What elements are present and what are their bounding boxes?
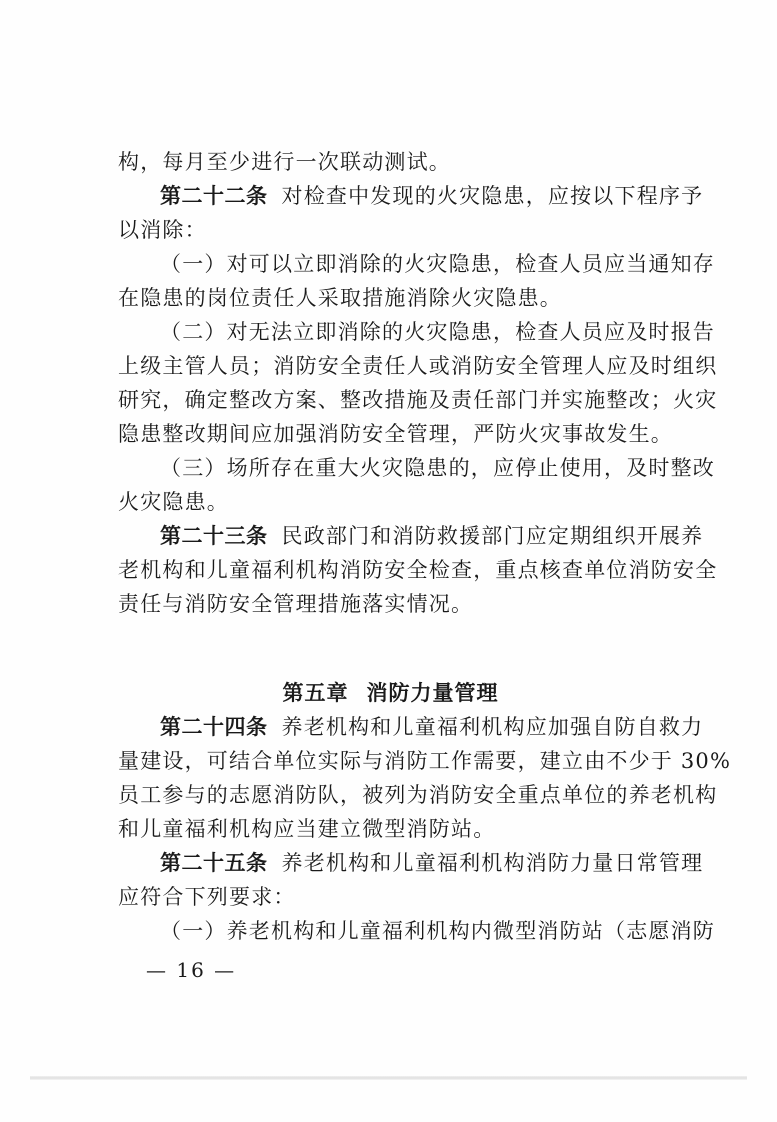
text-line: 责任与消防安全管理措施落实情况。 (118, 592, 474, 616)
text-line: （三）场所存在重大火灾隐患的，应停止使用，及时整改 (160, 456, 715, 480)
article-heading: 第二十二条 (160, 184, 268, 208)
body-text-upper (118, 145, 718, 621)
chapter-heading (118, 676, 663, 710)
text-line: （二）对无法立即消除的火灾隐患，检查人员应及时报告 (160, 320, 715, 344)
text-span: 对检查中发现的火灾隐患，应按以下程序予 (281, 184, 704, 208)
text-line: 员工参与的志愿消防队，被列为消防安全重点单位的养老机构 (118, 783, 718, 807)
text-line: 应符合下列要求： (118, 885, 296, 909)
text-line: 以消除： (118, 218, 207, 242)
scan-edge-shadow (30, 1076, 747, 1080)
article-line (118, 519, 704, 553)
article-heading: 第二十四条 (160, 715, 268, 739)
text-line: 在隐患的岗位责任人采取措施消除火灾隐患。 (118, 286, 562, 310)
text-line: （一）养老机构和儿童福利机构内微型消防站（志愿消防 (160, 919, 715, 943)
text-line: 研究，确定整改方案、整改措施及责任部门并实施整改；火灾 (118, 388, 718, 412)
chapter-title: 消防力量管理 (366, 681, 499, 705)
article-line (118, 846, 704, 880)
article-heading: 第二十三条 (160, 524, 268, 548)
text-line: 构，每月至少进行一次联动测试。 (118, 150, 451, 174)
text-line: 上级主管人员；消防安全责任人或消防安全管理人应及时组织 (118, 354, 718, 378)
article-line (118, 179, 704, 213)
chapter-number: 第五章 (282, 681, 349, 705)
text-line: 量建设，可结合单位实际与消防工作需要，建立由不少于 30% (118, 749, 732, 773)
text-span: 民政部门和消防救援部门应定期组织开展养 (281, 524, 704, 548)
text-line: 隐患整改期间应加强消防安全管理，严防火灾事故发生。 (118, 422, 673, 446)
body-text-lower (118, 710, 732, 948)
article-heading: 第二十五条 (160, 851, 268, 875)
text-span: 养老机构和儿童福利机构消防力量日常管理 (281, 851, 704, 875)
text-span: 养老机构和儿童福利机构应加强自防自救力 (281, 715, 704, 739)
page-number: — 16 — (146, 958, 237, 982)
text-line: 火灾隐患。 (118, 490, 229, 514)
article-line (118, 710, 704, 744)
text-line: 老机构和儿童福利机构消防安全检查，重点核查单位消防安全 (118, 558, 718, 582)
text-line: （一）对可以立即消除的火灾隐患，检查人员应当通知存 (160, 252, 715, 276)
text-line: 和儿童福利机构应当建立微型消防站。 (118, 817, 496, 841)
